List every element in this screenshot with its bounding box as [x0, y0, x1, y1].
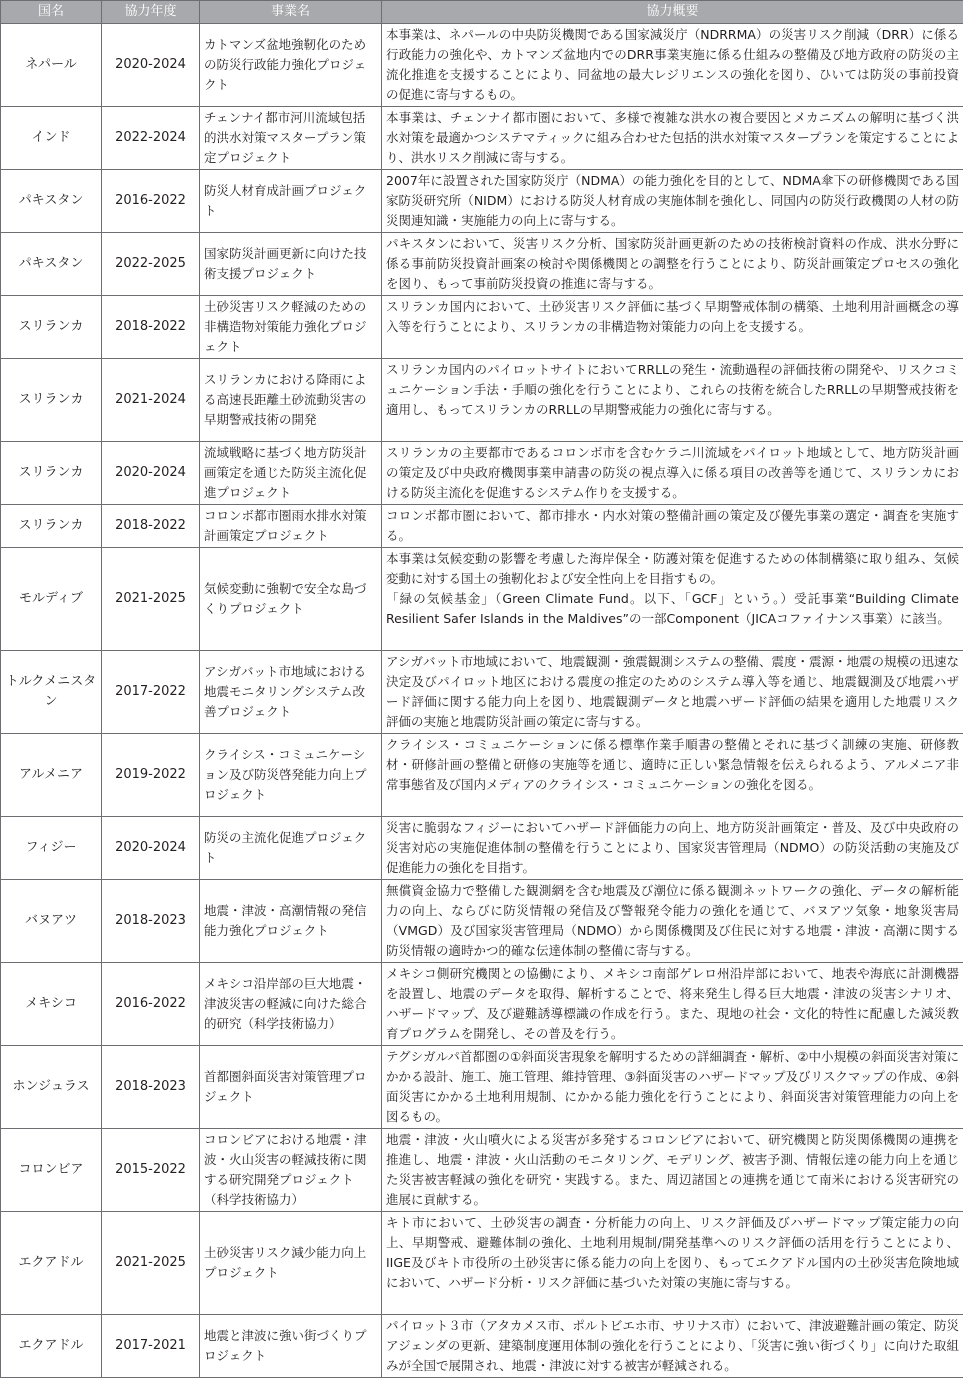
- cell-period: 2018-2023: [102, 880, 200, 963]
- cell-period: 2020-2024: [102, 24, 200, 107]
- cell-project: 流域戦略に基づく地方防災計画策定を通じた防災主流化促進プロジェクト: [200, 442, 382, 505]
- cell-country: ホンジュラス: [1, 1046, 102, 1129]
- cell-summary: メキシコ側研究機関との協働により、メキシコ南部ゲレロ州沿岸部において、地表や海底に計測機器を設置し、地震のデータを取得、解析することで、将来発生し得る巨大地震・津波の災害シナリオ、ハザードマップ、及び避難誘導標識の作成を行う。また、現地の社会・文化的特性に配慮した減災教育プログラムを開発し、その普及を行う。: [382, 963, 963, 1046]
- table-row: [1, 651, 963, 734]
- cell-country: スリランカ: [1, 442, 102, 505]
- cell-period: 2018-2022: [102, 296, 200, 359]
- cell-summary: キト市において、土砂災害の調査・分析能力の向上、リスク評価及びハザードマップ策定能力の向上、早期警戒、避難体制の強化、土地利用規制/開発基準へのリスク評価の活用を行うことにより、IIGE及びキト市役所の土砂災害に係る能力の向上を図り、もってエクアドル国内の土砂災害危険地域において、ハザード分析・リスク評価に基づいた対策の実施に寄与する。: [382, 1212, 963, 1315]
- cell-country: アルメニア: [1, 734, 102, 817]
- table-row: [1, 1046, 963, 1129]
- cell-period: 2018-2023: [102, 1046, 200, 1129]
- cell-period: 2018-2022: [102, 505, 200, 548]
- cell-project: 土砂災害リスク軽減のための非構造物対策能力強化プロジェクト: [200, 296, 382, 359]
- cell-project: 防災の主流化促進プロジェクト: [200, 817, 382, 880]
- table-row: [1, 296, 963, 359]
- cell-country: コロンビア: [1, 1129, 102, 1212]
- cell-period: 2022-2025: [102, 233, 200, 296]
- cell-summary: 本事業は、チェンナイ都市圏において、多様で複雑な洪水の複合要因とメカニズムの解明に基づく洪水対策を最適かつシステマティックに組み合わせた包括的洪水対策マスタープランを策定することにより、洪水リスク削減に寄与する。: [382, 107, 963, 170]
- table-row: [1, 107, 963, 170]
- cell-country: スリランカ: [1, 296, 102, 359]
- cell-country: エクアドル: [1, 1212, 102, 1315]
- cell-project: 土砂災害リスク減少能力向上プロジェクト: [200, 1212, 382, 1315]
- table-header: [1, 1, 963, 24]
- cell-summary: 2007年に設置された国家防災庁（NDMA）の能力強化を目的として、NDMA傘下の研修機関である国家防災研究所（NIDM）における防災人材育成の実施体制を強化し、同国内の防災行政機関の人材の防災関連知識・実施能力の向上に寄与する。: [382, 170, 963, 233]
- cell-period: 2020-2024: [102, 817, 200, 880]
- cell-project: スリランカにおける降雨による高速長距離土砂流動災害の早期警戒技術の開発: [200, 359, 382, 442]
- cell-country: モルディブ: [1, 548, 102, 651]
- table-row: [1, 170, 963, 233]
- cell-summary: [382, 548, 963, 651]
- cell-summary: 地震・津波・火山噴火による災害が多発するコロンビアにおいて、研究機関と防災関係機関の連携を推進し、地震・津波・火山活動のモニタリング、モデリング、被害予測、情報伝達の能力向上を通じた災害被害軽減の強化を研究・実践する。また、周辺諸国との連携を通じて南米における災害研究の進展に貢献する。: [382, 1129, 963, 1212]
- header-project: 事業名: [200, 1, 382, 24]
- summary-line: 本事業は気候変動の影響を考慮した海岸保全・防護対策を促進するための体制構築に取り組み、気候変動に対する国土の強靭化および安全性向上を目指すもの。: [386, 549, 959, 589]
- cell-period: 2022-2024: [102, 107, 200, 170]
- cell-project: 国家防災計画更新に向けた技術支援プロジェクト: [200, 233, 382, 296]
- cell-period: 2021-2025: [102, 548, 200, 651]
- cell-summary: クライシス・コミュニケーションに係る標準作業手順書の整備とそれに基づく訓練の実施、研修教材・研修計画の整備と研修の実施等を通じ、適時に正しい緊急情報を伝えられるよう、アルメニア非常事態省及び国内メディアのクライシス・コミュニケーションの強化を図る。: [382, 734, 963, 817]
- cell-period: 2021-2024: [102, 359, 200, 442]
- cell-country: バヌアツ: [1, 880, 102, 963]
- cell-project: 地震・津波・高潮情報の発信能力強化プロジェクト: [200, 880, 382, 963]
- cell-period: 2017-2021: [102, 1315, 200, 1378]
- cell-period: 2016-2022: [102, 963, 200, 1046]
- cell-summary: アシガバット市地域において、地震観測・強震観測システムの整備、震度・震源・地震の規模の迅速な決定及びパイロット地区における震度の推定のためのシステム導入等を通じ、地震観測及び地震ハザード評価に関する能力向上を図り、地震観測データと地震ハザード評価の結果を適用した地震リスク評価の実施と地震防災計画の策定に寄与する。: [382, 651, 963, 734]
- table-row: [1, 734, 963, 817]
- header-period: 協力年度: [102, 1, 200, 24]
- table-row: [1, 548, 963, 651]
- cell-country: フィジー: [1, 817, 102, 880]
- cell-period: 2021-2025: [102, 1212, 200, 1315]
- table-row: [1, 1212, 963, 1315]
- cell-country: スリランカ: [1, 505, 102, 548]
- cell-project: クライシス・コミュニケーション及び防災啓発能力向上プロジェクト: [200, 734, 382, 817]
- cell-project: カトマンズ盆地強靭化のための防災行政能力強化プロジェクト: [200, 24, 382, 107]
- cell-project: コロンボ都市圏雨水排水対策計画策定プロジェクト: [200, 505, 382, 548]
- cell-project: 防災人材育成計画プロジェクト: [200, 170, 382, 233]
- table-row: [1, 817, 963, 880]
- table-row: [1, 359, 963, 442]
- cell-summary: スリランカ国内において、土砂災害リスク評価に基づく早期警戒体制の構築、土地利用計画概念の導入等を行うことにより、スリランカの非構造物対策能力の向上を支援する。: [382, 296, 963, 359]
- cell-period: 2015-2022: [102, 1129, 200, 1212]
- cell-country: スリランカ: [1, 359, 102, 442]
- header-row: [1, 1, 963, 24]
- cell-country: メキシコ: [1, 963, 102, 1046]
- table-body: [1, 24, 963, 1378]
- table-row: [1, 880, 963, 963]
- cell-project: コロンビアにおける地震・津波・火山災害の軽減技術に関する研究開発プロジェクト（科学技術協力）: [200, 1129, 382, 1212]
- cell-period: 2019-2022: [102, 734, 200, 817]
- cell-summary: 災害に脆弱なフィジーにおいてハザード評価能力の向上、地方防災計画策定・普及、及び中央政府の災害対応の実施促進体制の整備を行うことにより、国家災害管理局（NDMO）の防災活動の実施及び促進能力の強化を目指す。: [382, 817, 963, 880]
- cell-period: 2020-2024: [102, 442, 200, 505]
- table-row: [1, 442, 963, 505]
- cell-summary: コロンボ都市圏において、都市排水・内水対策の整備計画の策定及び優先事業の選定・調査を実施する。: [382, 505, 963, 548]
- cell-country: パキスタン: [1, 170, 102, 233]
- cell-project: 気候変動に強靭で安全な島づくりプロジェクト: [200, 548, 382, 651]
- cell-project: 首都圏斜面災害対策管理プロジェクト: [200, 1046, 382, 1129]
- cell-project: メキシコ沿岸部の巨大地震・津波災害の軽減に向けた総合的研究（科学技術協力）: [200, 963, 382, 1046]
- cell-country: トルクメニスタン: [1, 651, 102, 734]
- cell-period: 2017-2022: [102, 651, 200, 734]
- cell-country: インド: [1, 107, 102, 170]
- cell-summary: 本事業は、ネパールの中央防災機関である国家減災庁（NDRRMA）の災害リスク削減（DRR）に係る行政能力の強化や、カトマンズ盆地内でのDRR事業実施に係る仕組みの整備及び地方政府の防災の主流化推進を支援することにより、同盆地の最大レジリエンスの強化を図り、ひいては防災の事前投資の促進に寄与するもの。: [382, 24, 963, 107]
- header-summary: 協力概要: [382, 1, 963, 24]
- cell-summary: 無償資金協力で整備した観測網を含む地震及び潮位に係る観測ネットワークの強化、データの解析能力の向上、ならびに防災情報の発信及び警報発令能力の強化を通じて、バヌアツ気象・地象災害局（VMGD）及び国家災害管理局（NDMO）から関係機関及び住民に対する地震・津波・高潮に関する防災情報の適時かつ的確な伝達体制の整備に寄与する。: [382, 880, 963, 963]
- cell-project: 地震と津波に強い街づくりプロジェクト: [200, 1315, 382, 1378]
- cell-summary: テグシガルパ首都圏の①斜面災害現象を解明するための詳細調査・解析、②中小規模の斜面災害対策にかかる設計、施工、施工管理、維持管理、③斜面災害のハザードマップ及びリスクマップの作成、④斜面災害にかかる土地利用規制、にかかる能力強化を行うことにより、斜面災害対策管理能力の向上を図るもの。: [382, 1046, 963, 1129]
- cell-project: チェンナイ都市河川流域包括的洪水対策マスタープラン策定プロジェクト: [200, 107, 382, 170]
- cell-summary: スリランカ国内のパイロットサイトにおいてRRLLの発生・流動過程の評価技術の開発や、リスクコミュニケーション手法・手順の強化を行うことにより、これらの技術を統合したRRLLの早期警戒技術を適用し、もってスリランカのRRLLの早期警戒能力の強化に寄与する。: [382, 359, 963, 442]
- cell-summary: パイロット３市（アタカメス市、ポルトビエホ市、サリナス市）において、津波避難計画の策定、防災アジェンダの更新、建築制度運用体制の強化を行うことにより、「災害に強い街づくり」に向けた取組みが全国で展開され、地震・津波に対する被害が軽減される。: [382, 1315, 963, 1378]
- cell-project: アシガバット市地域における地震モニタリングシステム改善プロジェクト: [200, 651, 382, 734]
- table-row: [1, 1315, 963, 1378]
- table-row: [1, 1129, 963, 1212]
- table-row: [1, 963, 963, 1046]
- cell-country: ネパール: [1, 24, 102, 107]
- cell-country: パキスタン: [1, 233, 102, 296]
- header-country: 国名: [1, 1, 102, 24]
- cell-summary: パキスタンにおいて、災害リスク分析、国家防災計画更新のための技術検討資料の作成、洪水分野に係る事前防災投資計画案の検討や関係機関との調整を行うことにより、防災計画策定プロセスの強化を図り、もって事前防災投資の推進に寄与する。: [382, 233, 963, 296]
- cell-summary: スリランカの主要都市であるコロンボ市を含むケラニ川流域をパイロット地域として、地方防災計画の策定及び中央政府機関事業申請書の防災の視点導入に係る項目の改善等を通じて、スリランカにおける防災主流化を促進するシステム作りを支援する。: [382, 442, 963, 505]
- table-row: [1, 233, 963, 296]
- cell-country: エクアドル: [1, 1315, 102, 1378]
- cell-period: 2016-2022: [102, 170, 200, 233]
- table-row: [1, 24, 963, 107]
- table-row: [1, 505, 963, 548]
- summary-line: 「緑の気候基金」（Green Climate Fund。以下、「GCF」という。）受託事業“Building Climate Resilient Safer Islands in the Maldives”の一部Component（JICAコファイナンス事業）に該当。: [386, 589, 959, 629]
